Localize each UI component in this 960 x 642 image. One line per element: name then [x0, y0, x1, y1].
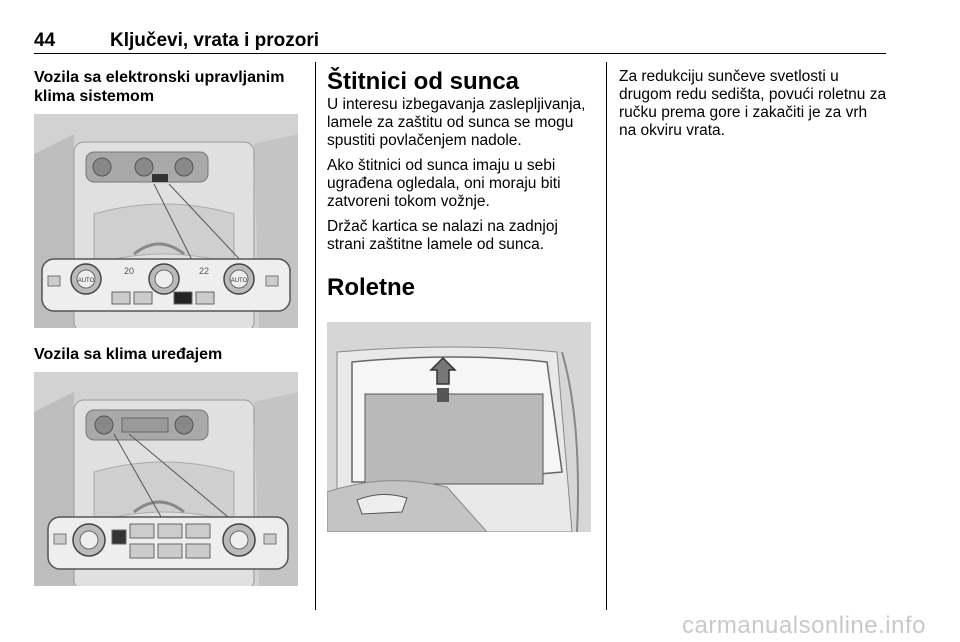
column-1	[34, 68, 304, 106]
figure-manual-climate-control	[34, 372, 298, 586]
column-1-lower	[34, 345, 304, 364]
auto-left-label: AUTO	[77, 278, 95, 284]
figure-window-blind	[327, 322, 591, 532]
paragraph-sun-visors-1: U interesu izbegavanja zaslepljivanja, lamele za zaštitu od sunca se mogu spustiti povlačenjem nadole.	[327, 96, 586, 149]
watermark: carmanualsonline.info	[682, 612, 926, 639]
column-divider-2	[606, 62, 607, 610]
temp-left-readout: 20	[124, 266, 135, 276]
column-2	[327, 68, 595, 302]
page-header	[34, 30, 886, 52]
temp-right-readout: 22	[199, 266, 210, 276]
auto-right-label: AUTO	[230, 278, 248, 284]
column-3	[619, 68, 887, 147]
heading-manual-climate: Vozila sa klima uređajem	[34, 346, 223, 363]
paragraph-sun-visors-3: Držač kartica se nalazi na zadnjoj strani zaštitne lamele od sunca.	[327, 218, 558, 253]
header-rule	[34, 53, 886, 54]
heading-blinds: Roletne	[327, 274, 416, 301]
figure-electronic-climate-control	[34, 114, 298, 328]
heading-sun-visors: Štitnici od sunca	[327, 68, 520, 95]
column-divider-1	[315, 62, 316, 610]
page-number: 44	[34, 30, 56, 51]
heading-electronic-climate: Vozila sa elektronski upravljanim klima sistemom	[34, 69, 285, 105]
chapter-title: Ključevi, vrata i prozori	[110, 30, 320, 51]
paragraph-sun-visors-2: Ako štitnici od sunca imaju u sebi ugrađena ogledala, oni moraju biti zatvoreni tokom vožnje.	[327, 157, 561, 210]
paragraph-blinds: Za redukciju sunčeve svetlosti u drugom redu sedišta, povući roletnu za ručku prema gore i zakačiti je za vrh na okviru vrata.	[619, 68, 887, 139]
